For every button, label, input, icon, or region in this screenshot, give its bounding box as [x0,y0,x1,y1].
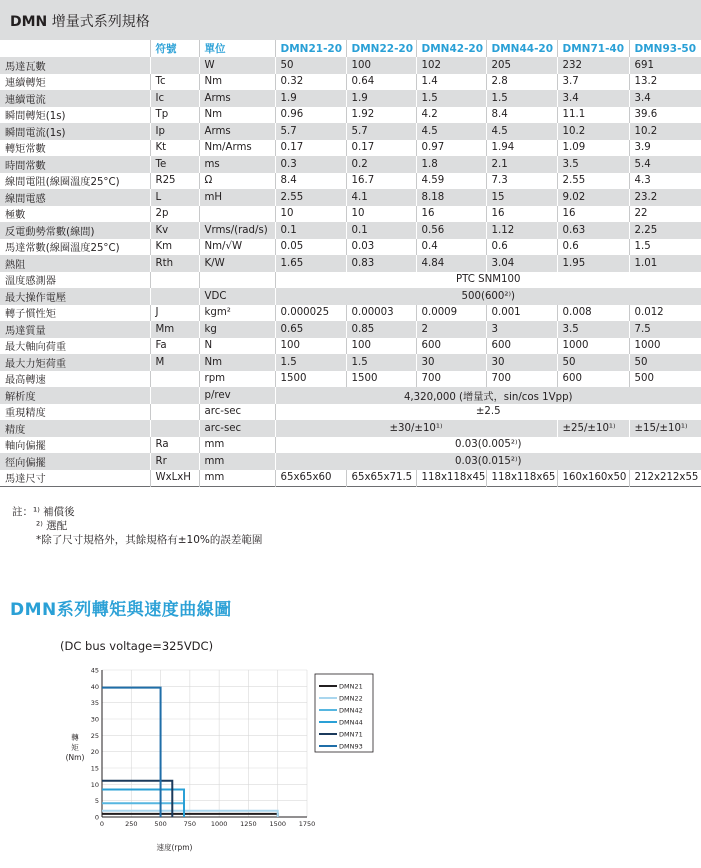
table-row [0,354,701,371]
x-tick-label: 250 [125,820,138,828]
chart-title: (DC bus voltage=325VDC) [60,639,214,653]
y-axis-label-line1: 轉 [71,733,79,742]
table-cell: 50 [557,354,629,371]
row-symbol [150,387,199,404]
row-symbol [150,288,199,305]
table-row [0,206,701,223]
table-header-row [0,40,701,57]
table-row [0,288,701,305]
column-header: DMN93-50 [629,40,701,57]
table-cell: 16 [486,206,557,223]
row-symbol [150,420,199,437]
table-cell: 1.5 [486,90,557,107]
footnote-1: 註：¹⁾ 補償後 [12,506,75,518]
table-cell: 4.1 [346,189,416,206]
table-cell: ±25/±10¹⁾ [557,420,629,437]
column-header: 符號 [150,40,199,57]
table-cell: 0.012 [629,305,701,322]
table-row [0,387,701,404]
table-row [0,156,701,173]
x-tick-label: 1500 [269,820,286,828]
table-cell: 8.4 [275,173,346,190]
table-row [0,255,701,272]
table-cell: 5.4 [629,156,701,173]
row-symbol: L [150,189,199,206]
table-cell: 0.1 [346,222,416,239]
table-cell: 0.03 [346,239,416,256]
row-unit: Nm [199,107,275,124]
table-cell: 1.01 [629,255,701,272]
table-cell: 118x118x65 [486,470,557,487]
row-label: 馬達常數(線圈溫度25°C) [5,243,120,255]
table-row [0,272,701,289]
table-cell: 1.92 [346,107,416,124]
table-row [0,437,701,454]
row-label: 溫度感測器 [5,276,56,288]
table-row [0,420,701,437]
section-title: DMN系列轉矩與速度曲線圖 [10,600,232,620]
row-label: 連續電流 [5,94,46,106]
legend-label: DMN42 [339,706,363,715]
row-symbol: Km [150,239,199,256]
row-symbol: Fa [150,338,199,355]
table-cell: 232 [557,57,629,74]
table-cell: 0.1 [275,222,346,239]
table-cell: 2.25 [629,222,701,239]
spec-table [0,40,701,487]
y-tick-label: 10 [90,780,99,789]
column-header: DMN22-20 [346,40,416,57]
column-header: DMN44-20 [486,40,557,57]
column-header: 單位 [199,40,275,57]
table-cell-span: PTC SNM100 [275,272,701,289]
row-label: 精度 [5,424,26,436]
table-cell: 160x160x50 [557,470,629,487]
table-cell: 700 [416,371,486,388]
table-cell: 0.85 [346,321,416,338]
row-unit: mm [199,453,275,470]
row-label: 線間電感 [5,193,46,205]
row-symbol: R25 [150,173,199,190]
y-tick-label: 35 [90,699,99,708]
row-symbol: J [150,305,199,322]
table-cell: 0.83 [346,255,416,272]
table-cell: 0.05 [275,239,346,256]
row-unit: N [199,338,275,355]
table-cell: 16 [557,206,629,223]
table-row [0,90,701,107]
footnote-2: ²⁾ 選配 [36,520,68,532]
table-cell: 11.1 [557,107,629,124]
x-tick-label: 500 [154,820,167,828]
table-cell-span: ±30/±10¹⁾ [275,420,557,437]
table-row [0,404,701,421]
table-cell: 1500 [275,371,346,388]
table-cell: 3 [486,321,557,338]
table-cell: 10.2 [629,123,701,140]
row-unit: kgm² [199,305,275,322]
legend-label: DMN21 [339,682,363,691]
table-cell: 1.09 [557,140,629,157]
table-cell: 4.5 [486,123,557,140]
table-cell-span: ±2.5 [275,404,701,421]
row-label: 馬達質量 [5,325,46,337]
table-row [0,305,701,322]
table-cell: 212x212x55 [629,470,701,487]
table-row [0,74,701,91]
page-title: DMN 增量式系列規格 [10,14,150,30]
row-unit: rpm [199,371,275,388]
table-cell: 205 [486,57,557,74]
row-unit: arc-sec [199,420,275,437]
row-unit: mm [199,470,275,487]
row-symbol: Ic [150,90,199,107]
row-unit: W [199,57,275,74]
table-cell: 1.5 [416,90,486,107]
row-label: 最高轉速 [5,375,46,387]
table-cell: 1000 [557,338,629,355]
column-header: DMN21-20 [275,40,346,57]
table-cell: 0.0009 [416,305,486,322]
table-cell: 3.9 [629,140,701,157]
y-tick-label: 30 [90,715,99,724]
footnote-3: *除了尺寸規格外，其餘規格有±10%的誤差範圍 [36,534,263,546]
row-unit: arc-sec [199,404,275,421]
row-symbol: Ip [150,123,199,140]
row-symbol: M [150,354,199,371]
x-tick-label: 1250 [240,820,257,828]
row-label: 最大力矩荷重 [5,358,67,370]
legend-label: DMN44 [339,718,363,727]
table-cell: 0.56 [416,222,486,239]
table-cell: 3.5 [557,156,629,173]
row-unit: ms [199,156,275,173]
table-cell: 3.4 [557,90,629,107]
table-cell: 102 [416,57,486,74]
legend-label: DMN71 [339,730,363,739]
table-cell: 1.8 [416,156,486,173]
table-cell: 2.1 [486,156,557,173]
row-unit: Arms [199,90,275,107]
table-cell: 16 [416,206,486,223]
row-unit: kg [199,321,275,338]
row-symbol: Tp [150,107,199,124]
table-cell: 3.5 [557,321,629,338]
table-cell: 2.55 [275,189,346,206]
row-label: 時間常數 [5,160,46,172]
table-cell: 4.84 [416,255,486,272]
x-tick-label: 750 [183,820,197,828]
table-cell: 0.3 [275,156,346,173]
table-cell: 50 [275,57,346,74]
row-unit: Arms [199,123,275,140]
table-cell: 3.4 [629,90,701,107]
legend-label: DMN93 [339,742,363,751]
row-symbol: Te [150,156,199,173]
table-cell: 600 [416,338,486,355]
row-label: 轉矩常數 [5,144,46,156]
table-row [0,222,701,239]
table-cell: 3.04 [486,255,557,272]
table-cell: 2.55 [557,173,629,190]
table-row [0,189,701,206]
table-row [0,173,701,190]
row-unit [199,272,275,289]
row-label: 最大軸向荷重 [5,342,67,354]
table-cell: 0.97 [416,140,486,157]
table-cell: 65x65x60 [275,470,346,487]
row-unit: Nm/Arms [199,140,275,157]
table-cell: 0.001 [486,305,557,322]
legend-label: DMN22 [339,694,363,703]
table-cell: 1.12 [486,222,557,239]
table-cell: 100 [275,338,346,355]
row-label: 馬達瓦數 [5,61,46,73]
row-symbol: Mm [150,321,199,338]
table-cell: 500 [629,371,701,388]
row-unit: Vrms/(rad/s) [199,222,275,239]
row-symbol [150,404,199,421]
footnotes [12,505,262,547]
row-label: 連續轉矩 [5,78,46,90]
table-cell: 30 [416,354,486,371]
table-cell-span: 0.03(0.015²⁾) [275,453,701,470]
table-cell: 8.4 [486,107,557,124]
table-cell: 15 [486,189,557,206]
table-cell: 1.94 [486,140,557,157]
y-tick-label: 45 [90,666,99,675]
table-cell: 0.65 [275,321,346,338]
table-cell: 100 [346,57,416,74]
row-unit: mH [199,189,275,206]
table-row [0,140,701,157]
table-row [0,453,701,470]
row-unit: Nm [199,74,275,91]
table-cell: 0.63 [557,222,629,239]
table-cell: 0.6 [557,239,629,256]
y-tick-label: 40 [90,682,99,691]
table-cell: 700 [486,371,557,388]
y-tick-label: 20 [90,748,99,757]
row-label: 馬達尺寸 [5,474,46,485]
row-symbol: 2p [150,206,199,223]
row-label: 軸向偏擺 [5,441,46,453]
table-cell: 4.59 [416,173,486,190]
table-cell: 600 [486,338,557,355]
table-cell: 3.7 [557,74,629,91]
table-row [0,239,701,256]
table-row [0,57,701,74]
table-cell: 1.5 [629,239,701,256]
table-cell: 0.000025 [275,305,346,322]
table-cell: 30 [486,354,557,371]
table-row [0,338,701,355]
table-cell: 10 [346,206,416,223]
table-cell: 0.96 [275,107,346,124]
table-cell-span: 500(600²⁾) [275,288,701,305]
table-cell: 5.7 [346,123,416,140]
table-cell: 1.9 [346,90,416,107]
table-cell: ±15/±10¹⁾ [629,420,701,437]
table-cell: 2.8 [486,74,557,91]
table-cell: 0.17 [275,140,346,157]
row-label: 最大操作電壓 [5,292,67,304]
table-cell: 16.7 [346,173,416,190]
row-unit: mm [199,437,275,454]
table-cell-span: 4,320,000 (增量式，sin/cos 1Vpp) [275,387,701,404]
y-axis-label-line2: 矩 [71,743,79,752]
table-row [0,321,701,338]
table-cell: 65x65x71.5 [346,470,416,487]
table-cell: 600 [557,371,629,388]
table-cell: 13.2 [629,74,701,91]
table-cell: 50 [629,354,701,371]
column-header: DMN42-20 [416,40,486,57]
table-cell: 10 [275,206,346,223]
row-unit: K/W [199,255,275,272]
row-label: 瞬間電流(1s) [5,127,66,139]
row-symbol: Kt [150,140,199,157]
table-row [0,107,701,124]
y-axis-label-line3: (Nm) [65,753,85,762]
row-label: 熱阻 [5,259,26,271]
row-symbol: Tc [150,74,199,91]
x-axis-label: 速度(rpm) [156,843,193,852]
table-cell: 1.5 [346,354,416,371]
table-cell: 1500 [346,371,416,388]
row-symbol [150,57,199,74]
table-cell: 0.4 [416,239,486,256]
table-cell: 10.2 [557,123,629,140]
table-cell: 4.5 [416,123,486,140]
row-label: 極數 [5,210,26,222]
column-header: DMN71-40 [557,40,629,57]
row-symbol: Rr [150,453,199,470]
row-symbol: WxLxH [150,470,199,487]
row-symbol: Rth [150,255,199,272]
table-cell: 22 [629,206,701,223]
table-cell: 1000 [629,338,701,355]
table-cell: 0.17 [346,140,416,157]
table-cell: 0.32 [275,74,346,91]
row-label: 重現精度 [5,408,46,420]
table-cell: 39.6 [629,107,701,124]
table-cell: 23.2 [629,189,701,206]
table-cell: 100 [346,338,416,355]
row-unit: Nm/√W [199,239,275,256]
y-tick-label: 25 [90,731,99,740]
table-cell: 0.008 [557,305,629,322]
table-cell: 4.2 [416,107,486,124]
y-tick-label: 5 [94,797,99,806]
table-row [0,123,701,140]
table-cell: 0.6 [486,239,557,256]
table-cell: 7.5 [629,321,701,338]
page-title-bar [0,0,701,40]
table-cell: 691 [629,57,701,74]
row-unit: p/rev [199,387,275,404]
table-cell: 1.65 [275,255,346,272]
table-cell: 8.18 [416,189,486,206]
row-label: 反電動勢常數(線間) [5,226,95,238]
table-row [0,470,701,487]
row-unit [199,206,275,223]
table-cell: 4.3 [629,173,701,190]
table-cell: 9.02 [557,189,629,206]
table-cell: 2 [416,321,486,338]
table-cell: 0.00003 [346,305,416,322]
x-tick-label: 1000 [210,820,228,828]
x-tick-label: 1750 [298,820,316,828]
table-cell: 0.64 [346,74,416,91]
row-label: 瞬間轉矩(1s) [5,111,66,123]
table-cell-span: 0.03(0.005²⁾) [275,437,701,454]
table-cell: 1.5 [275,354,346,371]
row-symbol: Kv [150,222,199,239]
table-cell: 7.3 [486,173,557,190]
table-cell: 0.2 [346,156,416,173]
y-tick-label: 0 [94,813,99,822]
row-unit: Nm [199,354,275,371]
table-cell: 1.9 [275,90,346,107]
row-symbol [150,272,199,289]
torque-speed-chart [55,662,377,858]
row-unit: Ω [199,173,275,190]
table-cell: 118x118x45 [416,470,486,487]
row-label: 徑向偏擺 [5,457,46,469]
x-tick-label: 0 [99,820,105,828]
column-header [0,40,150,57]
y-tick-label: 15 [90,764,99,773]
table-row [0,371,701,388]
row-label: 轉子慣性矩 [5,309,56,321]
table-cell: 1.4 [416,74,486,91]
row-symbol [150,371,199,388]
row-symbol: Ra [150,437,199,454]
row-label: 解析度 [5,391,36,403]
row-label: 線間電阻(線圈溫度25°C) [5,177,120,189]
table-cell: 1.95 [557,255,629,272]
row-unit: VDC [199,288,275,305]
table-cell: 5.7 [275,123,346,140]
